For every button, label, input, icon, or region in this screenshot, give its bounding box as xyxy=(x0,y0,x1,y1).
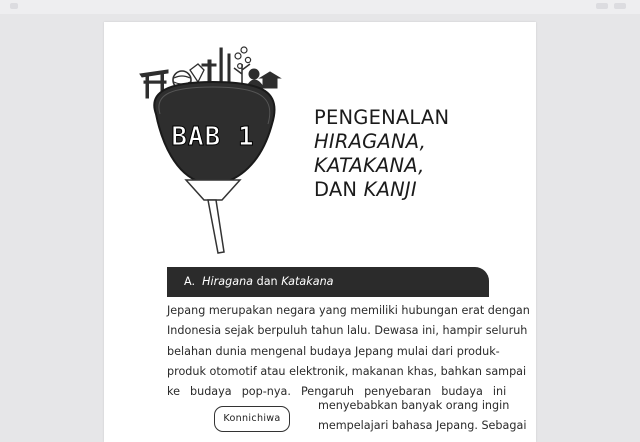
paragraph-line: produk otomotif atau elektronik, makanan khas, bahkan sampai xyxy=(167,364,527,378)
speech-bubble-text: Konnichiwa xyxy=(223,413,281,424)
fan-handle xyxy=(208,200,224,253)
body-paragraph-continuation xyxy=(318,396,527,437)
toolbar-control[interactable] xyxy=(596,3,608,9)
paragraph-line: Indonesia sejak berpuluh tahun lalu. Dewasa ini, hampir seluruh xyxy=(167,324,528,338)
section-term-hiragana: Hiragana xyxy=(202,275,254,288)
section-term-katakana: Katakana xyxy=(281,275,334,288)
paragraph-line: Jepang merupakan negara yang memiliki hubungan erat dengan xyxy=(167,304,530,317)
chapter-title-kanji: KANJI xyxy=(363,178,417,201)
document-page xyxy=(104,22,536,442)
konnichiwa-speech-bubble xyxy=(214,406,290,432)
chapter-title-line: HIRAGANA, xyxy=(314,130,427,153)
section-number: A. xyxy=(184,275,196,288)
section-conjunction: dan xyxy=(256,275,278,288)
chapter-title-line: PENGENALAN xyxy=(314,106,450,129)
toolbar-control[interactable] xyxy=(614,3,626,9)
chapter-badge: BAB 1 xyxy=(171,122,255,152)
paragraph-line: menyebabkan banyak orang ingin xyxy=(318,399,510,412)
toolbar-control[interactable] xyxy=(10,3,18,9)
paragraph-line: belahan dunia mengenal budaya Jepang mulai dari produk- xyxy=(167,344,500,358)
chapter-title-line xyxy=(314,178,524,202)
chapter-title-line: KATAKANA, xyxy=(314,154,425,177)
chapter-title xyxy=(314,106,524,202)
paragraph-line: ke budaya pop-nya. Pengaruh penyebaran budaya ini xyxy=(167,385,507,399)
paragraph-line: mempelajari bahasa Jepang. Sebagai xyxy=(318,419,527,433)
section-heading xyxy=(184,275,334,289)
viewer-toolbar xyxy=(0,0,640,14)
chapter-title-prefix: DAN xyxy=(314,178,364,201)
body-paragraph xyxy=(167,301,530,402)
fan-illustration xyxy=(138,34,288,256)
section-heading-bar xyxy=(167,267,489,297)
